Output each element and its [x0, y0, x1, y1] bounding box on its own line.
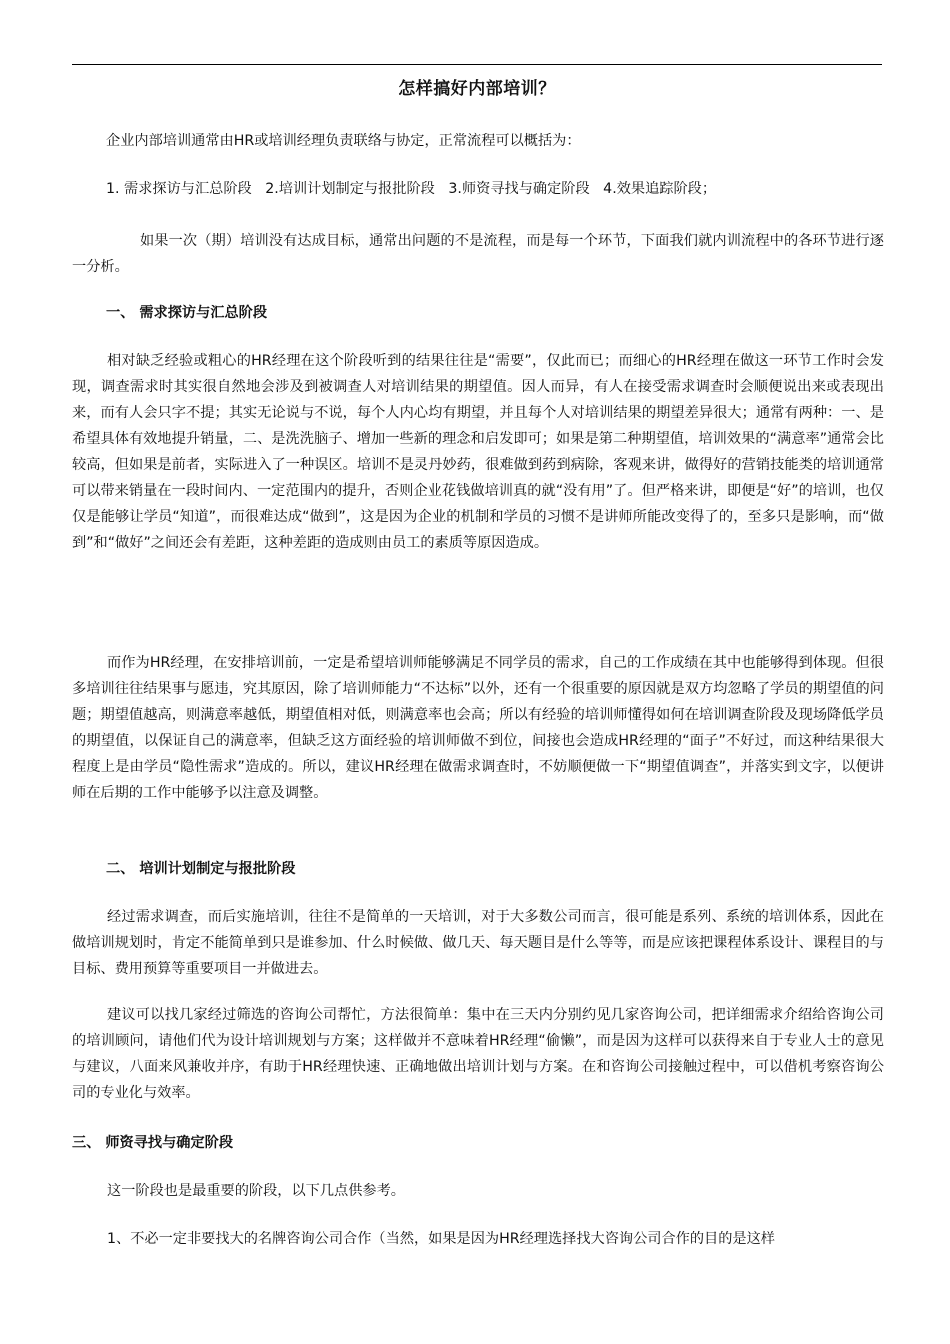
section-2-paragraph-1: 经过需求调查，而后实施培训，往往不是简单的一天培训，对于大多数公司而言，很可能是系列、系统的培训体系，因此在做培训规划时，肯定不能简单到只是谁参加、什么时候做、做几天、每天题目是什么等等，而是应该把课程体系设计、课程目的与目标、费用预算等重要项目一并做进去。: [72, 909, 884, 977]
section-1-paragraph-2: 而作为HR经理，在安排培训前，一定是希望培训师能够满足不同学员的需求，自己的工作成绩在其中也能够得到体现。但很多培训往往结果事与愿违，究其原因，除了培训师能力“不达标”以外，还有一个很重要的原因就是双方均忽略了学员的期望值的问题；期望值越高，则满意率越低，期望值相对低，则满意率也会高；所以有经验的培训师懂得如何在培训调查阶段及现场降低学员的期望值，以保证自己的满意率，但缺乏这方面经验的培训师做不到位，间接也会造成HR经理的“面子”不好过，而这种结果很大程度上是由学员“隐性需求”造成的。所以，建议HR经理在做需求调查时，不妨顺便做一下“期望值调查”，并落实到文字，以便讲师在后期的工作中能够予以注意及调整。: [72, 655, 884, 801]
step-4: 4.效果追踪阶段；: [603, 181, 717, 197]
step-2: 2.培训计划制定与报批阶段: [265, 181, 435, 197]
section-1-heading: 一、 需求探访与汇总阶段: [106, 305, 268, 321]
step-3: 3.师资寻找与确定阶段: [448, 181, 590, 197]
header-rule: [72, 64, 882, 65]
page-title: 怎样搞好内部培训？: [398, 79, 556, 99]
section-3-paragraph-2: 1、不必一定非要找大的名牌咨询公司合作（当然，如果是因为HR经理选择找大咨询公司合作的目的是这样: [107, 1231, 775, 1247]
intro-paragraph: 企业内部培训通常由HR或培训经理负责联络与协定，正常流程可以概括为：: [106, 133, 581, 149]
section-1-paragraph-1: 相对缺乏经验或粗心的HR经理在这个阶段听到的结果往往是“需要”，仅此而已；而细心的HR经理在做这一环节工作时会发现，调查需求时其实很自然地会涉及到被调查人对培训结果的期望值。因人而异，有人在接受需求调查时会顺便说出来或表现出来，而有人会只字不提；其实无论说与不说，每个人内心均有期望，并且每个人对培训结果的期望差异很大；通常有两种：一、是希望具体有效地提升销量，二、是洗洗脑子、增加一些新的理念和启发即可；如果是第二种期望值，培训效果的“满意率”通常会比较高，但如果是前者，实际进入了一种误区。培训不是灵丹妙药，很难做到药到病除，客观来讲，做得好的营销技能类的培训通常可以带来销量在一段时间内、一定范围内的提升，否则企业花钱做培训真的就“没有用”了。但严格来讲，即便是“好”的培训，也仅仅是能够让学员“知道”，而很难达成“做到”，这是因为企业的机制和学员的习惯不是讲师所能改变得了的，至多只是影响，而“做到”和“做好”之间还会有差距，这种差距的造成则由员工的素质等原因造成。: [72, 353, 884, 551]
section-2-heading: 二、 培训计划制定与报批阶段: [106, 861, 296, 877]
section-2-paragraph-2: 建议可以找几家经过筛选的咨询公司帮忙，方法很简单：集中在三天内分别约见几家咨询公司，把详细需求介绍给咨询公司的培训顾问，请他们代为设计培训规划与方案；这样做并不意味着HR经理“偷懒”，而是因为这样可以获得来自于专业人士的意见与建议，八面来风兼收并序，有助于HR经理快速、正确地做出培训计划与方案。在和咨询公司接触过程中，可以借机考察咨询公司的专业化与效率。: [72, 1007, 884, 1101]
process-steps: [106, 176, 716, 202]
section-3-heading: 三、 师资寻找与确定阶段: [72, 1135, 234, 1151]
intro-paragraph-2: 如果一次（期）培训没有达成目标，通常出问题的不是流程，而是每一个环节，下面我们就内训流程中的各环节进行逐一分析。: [72, 233, 884, 275]
section-3-paragraph-1: 这一阶段也是最重要的阶段，以下几点供参考。: [107, 1183, 405, 1199]
step-1: 1. 需求探访与汇总阶段: [106, 181, 252, 197]
